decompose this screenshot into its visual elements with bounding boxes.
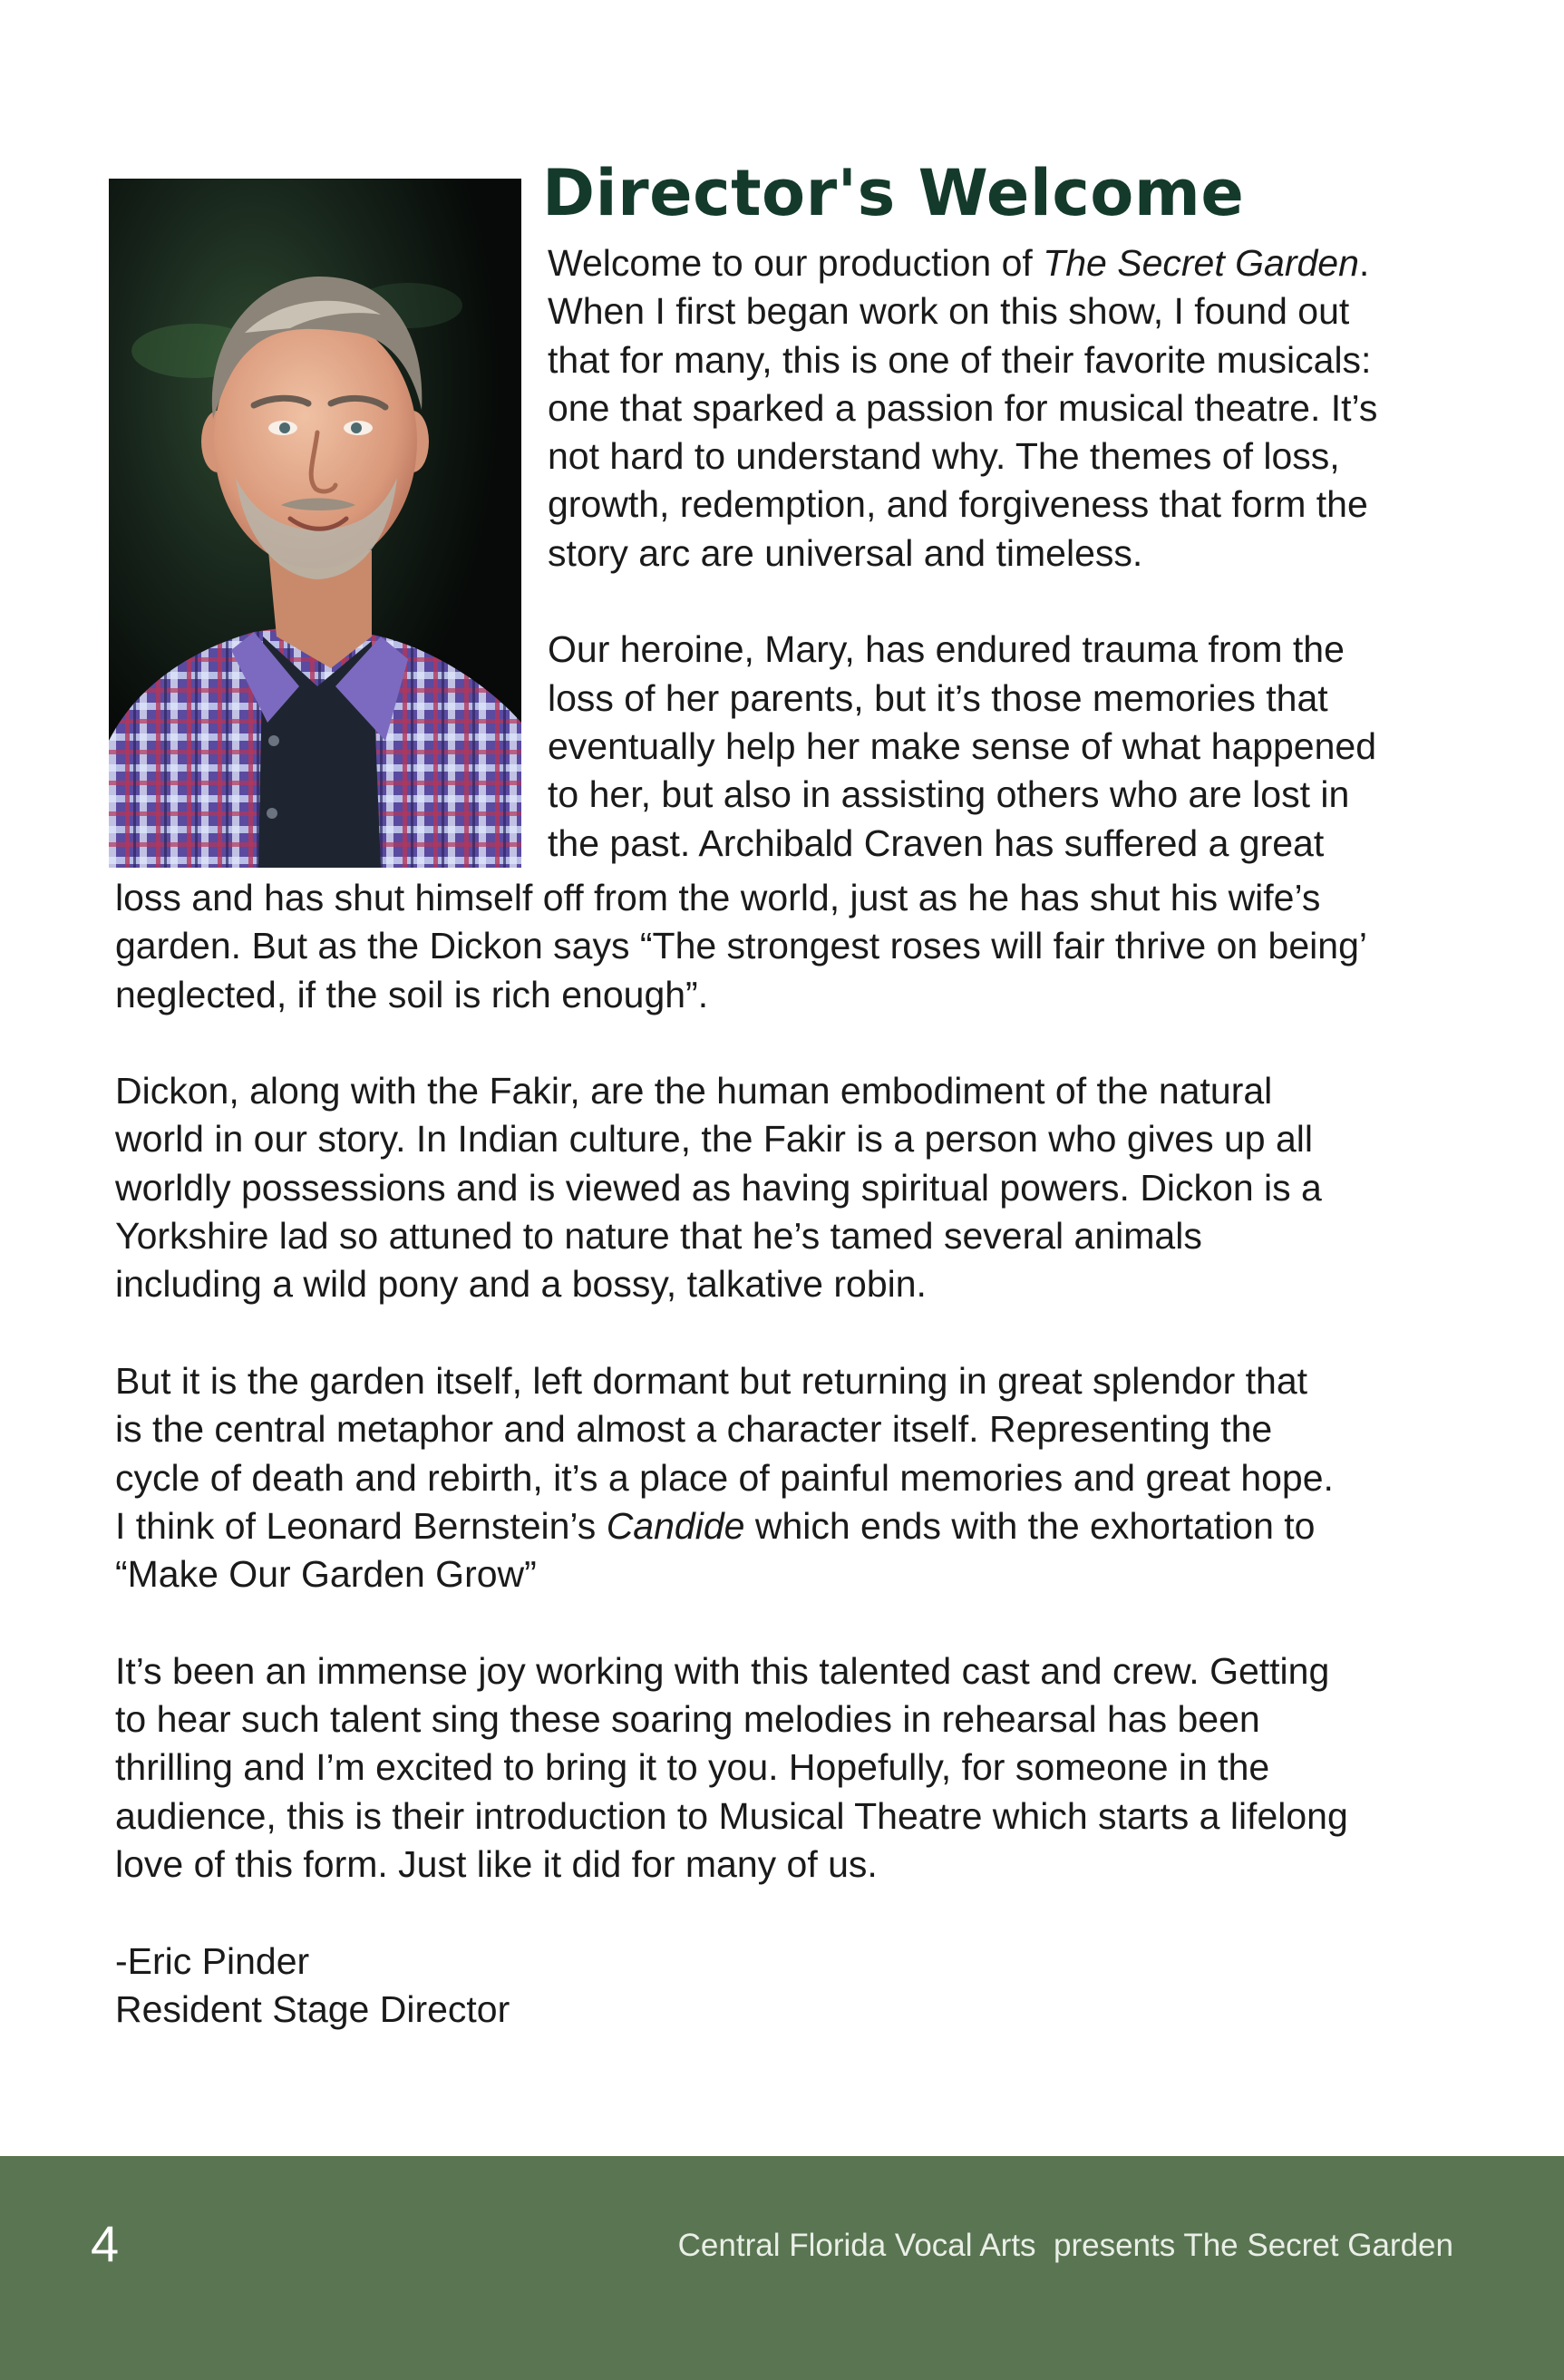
signature-role: Resident Stage Director — [115, 1987, 510, 2030]
text-run: Welcome to our production of — [548, 242, 1044, 284]
page-title: Director's Welcome — [542, 156, 1245, 230]
paragraph-line: garden. But as the Dickon says “The strongest roses will fair thrive on being’ — [115, 925, 1367, 967]
paragraph-line: love of this form. Just like it did for many of us. — [115, 1842, 878, 1885]
work-title: Candide — [606, 1504, 745, 1547]
paragraph-line: one that sparked a passion for musical theatre. It’s — [548, 386, 1378, 429]
paragraph-line — [115, 1502, 1493, 1550]
paragraph-gap — [115, 1309, 1493, 1357]
paragraph-line: that for many, this is one of their favorite musicals: — [548, 338, 1372, 381]
paragraph-line: growth, redemption, and forgiveness that form the — [548, 483, 1368, 526]
paragraph-line: thrilling and I’m excited to bring it to you. Hopefully, for someone in the — [115, 1746, 1270, 1789]
text-run: . — [1358, 242, 1370, 284]
paragraph-gap — [115, 1019, 1493, 1067]
paragraph-line: Yorkshire lad so attuned to nature that he’s tamed several animals — [115, 1215, 1202, 1258]
paragraph-line — [548, 239, 1481, 287]
paragraph-gap — [115, 1598, 1493, 1647]
paragraph-line: the past. Archibald Craven has suffered a great — [548, 821, 1325, 864]
footer-caption: Central Florida Vocal Arts presents The Secret Garden — [677, 2228, 1453, 2263]
paragraph-line: eventually help her make sense of what happened — [548, 724, 1377, 767]
intro-text — [548, 239, 1481, 868]
page-number: 4 — [91, 2215, 120, 2272]
body-text — [115, 874, 1493, 2034]
paragraph-line: not hard to understand why. The themes of loss, — [548, 435, 1340, 478]
footer-band — [0, 2156, 1564, 2380]
paragraph-line: loss of her parents, but it’s those memories that — [548, 676, 1328, 719]
paragraph-line: cycle of death and rebirth, it’s a place of painful memories and great hope. — [115, 1456, 1334, 1499]
paragraph-line: to her, but also in assisting others who are lost in — [548, 773, 1350, 816]
text-run: I think of Leonard Bernstein’s — [115, 1504, 607, 1547]
paragraph-line: It’s been an immense joy working with this talented cast and crew. Getting — [115, 1649, 1330, 1692]
paragraph-line: is the central metaphor and almost a character itself. Representing the — [115, 1408, 1273, 1451]
paragraph-gap — [115, 1889, 1493, 1937]
paragraph-line: neglected, if the soil is rich enough”. — [115, 973, 709, 1015]
paragraph-line: story arc are universal and timeless. — [548, 531, 1143, 574]
director-portrait — [109, 179, 521, 868]
paragraph-gap — [548, 578, 1481, 626]
paragraph-line: Dickon, along with the Fakir, are the human embodiment of the natural — [115, 1070, 1273, 1112]
paragraph-line: Our heroine, Mary, has endured trauma from the — [548, 628, 1345, 671]
paragraph-line: to hear such talent sing these soaring melodies in rehearsal has been — [115, 1698, 1260, 1741]
paragraph-line: audience, this is their introduction to Musical Theatre which starts a lifelong — [115, 1794, 1348, 1837]
paragraph-line: worldly possessions and is viewed as having spiritual powers. Dickon is a — [115, 1166, 1322, 1209]
paragraph-line: world in our story. In Indian culture, the Fakir is a person who gives up all — [115, 1118, 1313, 1161]
director-headshot-icon — [109, 179, 521, 868]
paragraph-line: But it is the garden itself, left dormant but returning in great splendor that — [115, 1359, 1308, 1402]
signature: -Eric Pinder — [115, 1939, 310, 1982]
show-title: The Secret Garden — [1043, 242, 1359, 284]
text-run: which ends with the exhortation to — [744, 1504, 1316, 1547]
paragraph-line: including a wild pony and a bossy, talkative robin. — [115, 1263, 927, 1306]
paragraph-line: “Make Our Garden Grow” — [115, 1553, 537, 1596]
paragraph-line: loss and has shut himself off from the world, just as he has shut his wife’s — [115, 877, 1321, 918]
paragraph-line: When I first began work on this show, I found out — [548, 290, 1350, 333]
